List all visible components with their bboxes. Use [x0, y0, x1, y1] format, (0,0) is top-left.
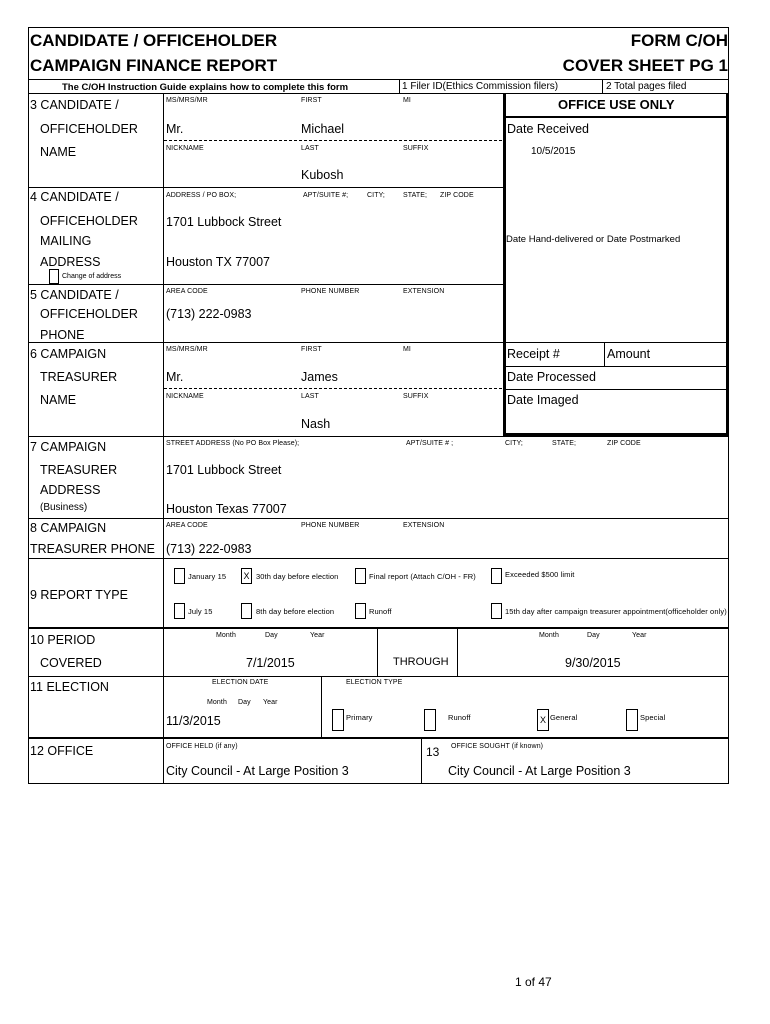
- election-type-label: ELECTION TYPE: [346, 679, 403, 686]
- instruction-text: The C/OH Instruction Guide explains how to complete this form: [62, 82, 349, 93]
- exceeded-checkbox[interactable]: [491, 568, 502, 584]
- zip-label: ZIP CODE: [440, 192, 474, 199]
- prefix-label: MS/MRS/MR: [166, 97, 208, 104]
- t-area-code-label: AREA CODE: [166, 522, 208, 529]
- 8th-day-label: 8th day before election: [256, 607, 335, 616]
- divider: [28, 627, 729, 629]
- dashed-separator: [164, 140, 502, 141]
- election-month-label: Month: [207, 699, 227, 706]
- candidate-last-name[interactable]: Kubosh: [301, 168, 344, 182]
- jul15-label: July 15: [188, 607, 213, 616]
- general-checkbox[interactable]: X: [537, 709, 549, 731]
- treasurer-mi-label: MI: [403, 346, 411, 353]
- s4-label-3: MAILING: [40, 234, 92, 248]
- divider: [602, 79, 603, 93]
- treasurer-address-line2[interactable]: Houston Texas 77007: [166, 502, 287, 516]
- cover-sheet-label: COVER SHEET PG 1: [562, 56, 728, 75]
- s10-label-1: 10 PERIOD: [30, 633, 96, 647]
- top-border: [28, 27, 729, 28]
- amount-label: Amount: [607, 347, 651, 361]
- form-title-line1: CANDIDATE / OFFICEHOLDER: [30, 31, 278, 50]
- divider: [377, 628, 378, 676]
- primary-label: Primary: [346, 713, 373, 722]
- s4-label-4: ADDRESS: [40, 255, 101, 269]
- treasurer-suffix-label: SUFFIX: [403, 393, 429, 400]
- election-day-label: Day: [238, 699, 251, 706]
- s4-label-2: OFFICEHOLDER: [40, 214, 138, 228]
- treasurer-phone[interactable]: (713) 222-0983: [166, 542, 252, 556]
- suffix-label: SUFFIX: [403, 145, 429, 152]
- change-of-address-checkbox[interactable]: [49, 269, 59, 284]
- divider: [503, 342, 729, 343]
- bottom-border: [28, 783, 729, 784]
- divider: [503, 366, 729, 367]
- divider: [28, 187, 503, 188]
- page-number: 1 of 47: [515, 975, 552, 989]
- s13-number: 13: [426, 745, 440, 759]
- header-divider: [28, 79, 729, 80]
- divider: [28, 436, 729, 437]
- street-label: STREET ADDRESS (No PO Box Please);: [166, 440, 300, 447]
- divider: [503, 389, 729, 390]
- election-runoff-label: Runoff: [448, 713, 471, 722]
- to-day-label: Day: [587, 632, 600, 639]
- dashed-separator: [164, 388, 502, 389]
- date-imaged-label: Date Imaged: [507, 393, 579, 407]
- treasurer-last-name[interactable]: Nash: [301, 417, 331, 431]
- to-month-label: Month: [539, 632, 559, 639]
- t-zip-label: ZIP CODE: [607, 440, 641, 447]
- treasurer-prefix-label: MS/MRS/MR: [166, 346, 208, 353]
- s8-label-1: 8 CAMPAIGN: [30, 521, 107, 535]
- primary-checkbox[interactable]: [332, 709, 344, 731]
- s6-label-3: NAME: [40, 393, 77, 407]
- s5-label-1: 5 CANDIDATE /: [30, 288, 119, 302]
- treasurer-address-line1[interactable]: 1701 Lubbock Street: [166, 463, 282, 477]
- office-held-label: OFFICE HELD (if any): [166, 743, 238, 750]
- special-label: Special: [640, 713, 666, 722]
- final-report-checkbox[interactable]: [355, 568, 366, 584]
- 8th-day-checkbox[interactable]: [241, 603, 252, 619]
- office-box-left: [503, 93, 506, 436]
- divider: [399, 79, 400, 93]
- final-report-label: Final report (Attach C/OH - FR): [369, 572, 476, 581]
- extension-label: EXTENSION: [403, 288, 445, 295]
- s7-label-1: 7 CAMPAIGN: [30, 440, 107, 454]
- divider: [28, 518, 729, 519]
- divider: [28, 284, 503, 285]
- s3-label-3: NAME: [40, 145, 77, 159]
- divider: [321, 677, 322, 737]
- s7-label-2: TREASURER: [40, 463, 118, 477]
- candidate-prefix[interactable]: Mr.: [166, 122, 184, 136]
- general-label: General: [550, 713, 578, 722]
- 15th-day-checkbox[interactable]: [491, 603, 502, 619]
- s7-label-4: (Business): [40, 502, 88, 513]
- office-sought[interactable]: City Council - At Large Position 3: [448, 764, 631, 778]
- treasurer-nickname-label: NICKNAME: [166, 393, 204, 400]
- divider: [604, 342, 605, 366]
- 30th-day-label: 30th day before election: [256, 572, 339, 581]
- s5-label-2: OFFICEHOLDER: [40, 307, 138, 321]
- runoff-label: Runoff: [369, 607, 392, 616]
- from-month-label: Month: [216, 632, 236, 639]
- period-from[interactable]: 7/1/2015: [246, 656, 295, 670]
- apt-label: APT/SUITE #;: [303, 192, 349, 199]
- runoff-checkbox[interactable]: [355, 603, 366, 619]
- change-of-address-label: Change of address: [62, 273, 122, 280]
- divider: [28, 93, 729, 94]
- form-name: FORM C/OH: [630, 31, 728, 50]
- s9-label: 9 REPORT TYPE: [30, 588, 128, 602]
- divider: [28, 342, 503, 343]
- candidate-address-line1[interactable]: 1701 Lubbock Street: [166, 215, 282, 229]
- date-received-value: 10/5/2015: [531, 146, 576, 157]
- area-code-label: AREA CODE: [166, 288, 208, 295]
- date-processed-label: Date Processed: [507, 370, 596, 384]
- special-checkbox[interactable]: [626, 709, 638, 731]
- 30th-day-checkbox[interactable]: X: [241, 568, 252, 584]
- divider: [421, 738, 422, 784]
- period-to[interactable]: 9/30/2015: [565, 656, 621, 670]
- t-city-label: CITY;: [505, 440, 523, 447]
- s7-label-3: ADDRESS: [40, 483, 101, 497]
- election-date-label: ELECTION DATE: [212, 679, 269, 686]
- office-sought-label: OFFICE SOUGHT (if known): [451, 743, 544, 750]
- divider: [28, 558, 729, 559]
- divider: [28, 737, 729, 739]
- candidate-phone[interactable]: (713) 222-0983: [166, 307, 252, 321]
- through-label: THROUGH: [393, 656, 449, 668]
- last-label: LAST: [301, 145, 319, 152]
- receipt-label: Receipt #: [507, 347, 560, 361]
- city-label: CITY;: [367, 192, 385, 199]
- s4-label-1: 4 CANDIDATE /: [30, 190, 119, 204]
- s11-label: 11 ELECTION: [30, 680, 109, 694]
- state-label: STATE;: [403, 192, 428, 199]
- address-label: ADDRESS / PO BOX;: [166, 192, 237, 199]
- nickname-label: NICKNAME: [166, 145, 204, 152]
- office-held[interactable]: City Council - At Large Position 3: [166, 764, 349, 778]
- phone-number-label: PHONE NUMBER: [301, 288, 360, 295]
- office-use-title: OFFICE USE ONLY: [558, 97, 675, 112]
- treasurer-first-name[interactable]: James: [301, 370, 338, 384]
- t-state-label: STATE;: [552, 440, 577, 447]
- from-day-label: Day: [265, 632, 278, 639]
- form-title-line2: CAMPAIGN FINANCE REPORT: [30, 56, 278, 75]
- date-received-label: Date Received: [507, 122, 589, 136]
- s12-label: 12 OFFICE: [30, 744, 94, 758]
- candidate-address-line2[interactable]: Houston TX 77007: [166, 255, 271, 269]
- s3-label-2: OFFICEHOLDER: [40, 122, 138, 136]
- s3-label-1: 3 CANDIDATE /: [30, 98, 119, 112]
- t-phone-number-label: PHONE NUMBER: [301, 522, 360, 529]
- treasurer-prefix[interactable]: Mr.: [166, 370, 184, 384]
- office-box-right: [726, 93, 729, 436]
- s10-label-2: COVERED: [40, 656, 102, 670]
- total-pages-label: 2 Total pages filed: [606, 81, 687, 92]
- treasurer-last-label: LAST: [301, 393, 319, 400]
- s5-label-3: PHONE: [40, 328, 85, 342]
- jul15-checkbox[interactable]: [174, 603, 185, 619]
- divider: [503, 116, 729, 118]
- jan15-label: January 15: [188, 572, 227, 581]
- s6-label-2: TREASURER: [40, 370, 118, 384]
- mi-label: MI: [403, 97, 411, 104]
- hand-delivered-label: Date Hand-delivered or Date Postmarked: [506, 234, 681, 245]
- first-label: FIRST: [301, 97, 322, 104]
- to-year-label: Year: [632, 632, 647, 639]
- 15th-day-label: 15th day after campaign treasurer appointment(officeholder only): [505, 607, 727, 616]
- divider: [28, 676, 729, 677]
- treasurer-first-label: FIRST: [301, 346, 322, 353]
- election-runoff-checkbox[interactable]: [424, 709, 436, 731]
- candidate-first-name[interactable]: Michael: [301, 122, 345, 136]
- divider: [457, 628, 458, 676]
- t-extension-label: EXTENSION: [403, 522, 445, 529]
- exceeded-label: Exceeded $500 limit: [505, 570, 575, 579]
- t-apt-label: APT/SUITE # ;: [406, 440, 454, 447]
- left-border: [28, 27, 29, 784]
- s8-label-2: TREASURER PHONE: [30, 542, 156, 556]
- label-column-line: [163, 93, 164, 784]
- from-year-label: Year: [310, 632, 325, 639]
- election-date[interactable]: 11/3/2015: [166, 714, 221, 728]
- filer-id-label: 1 Filer ID(Ethics Commission filers): [402, 81, 559, 92]
- s6-label-1: 6 CAMPAIGN: [30, 347, 107, 361]
- jan15-checkbox[interactable]: [174, 568, 185, 584]
- election-year-label: Year: [263, 699, 278, 706]
